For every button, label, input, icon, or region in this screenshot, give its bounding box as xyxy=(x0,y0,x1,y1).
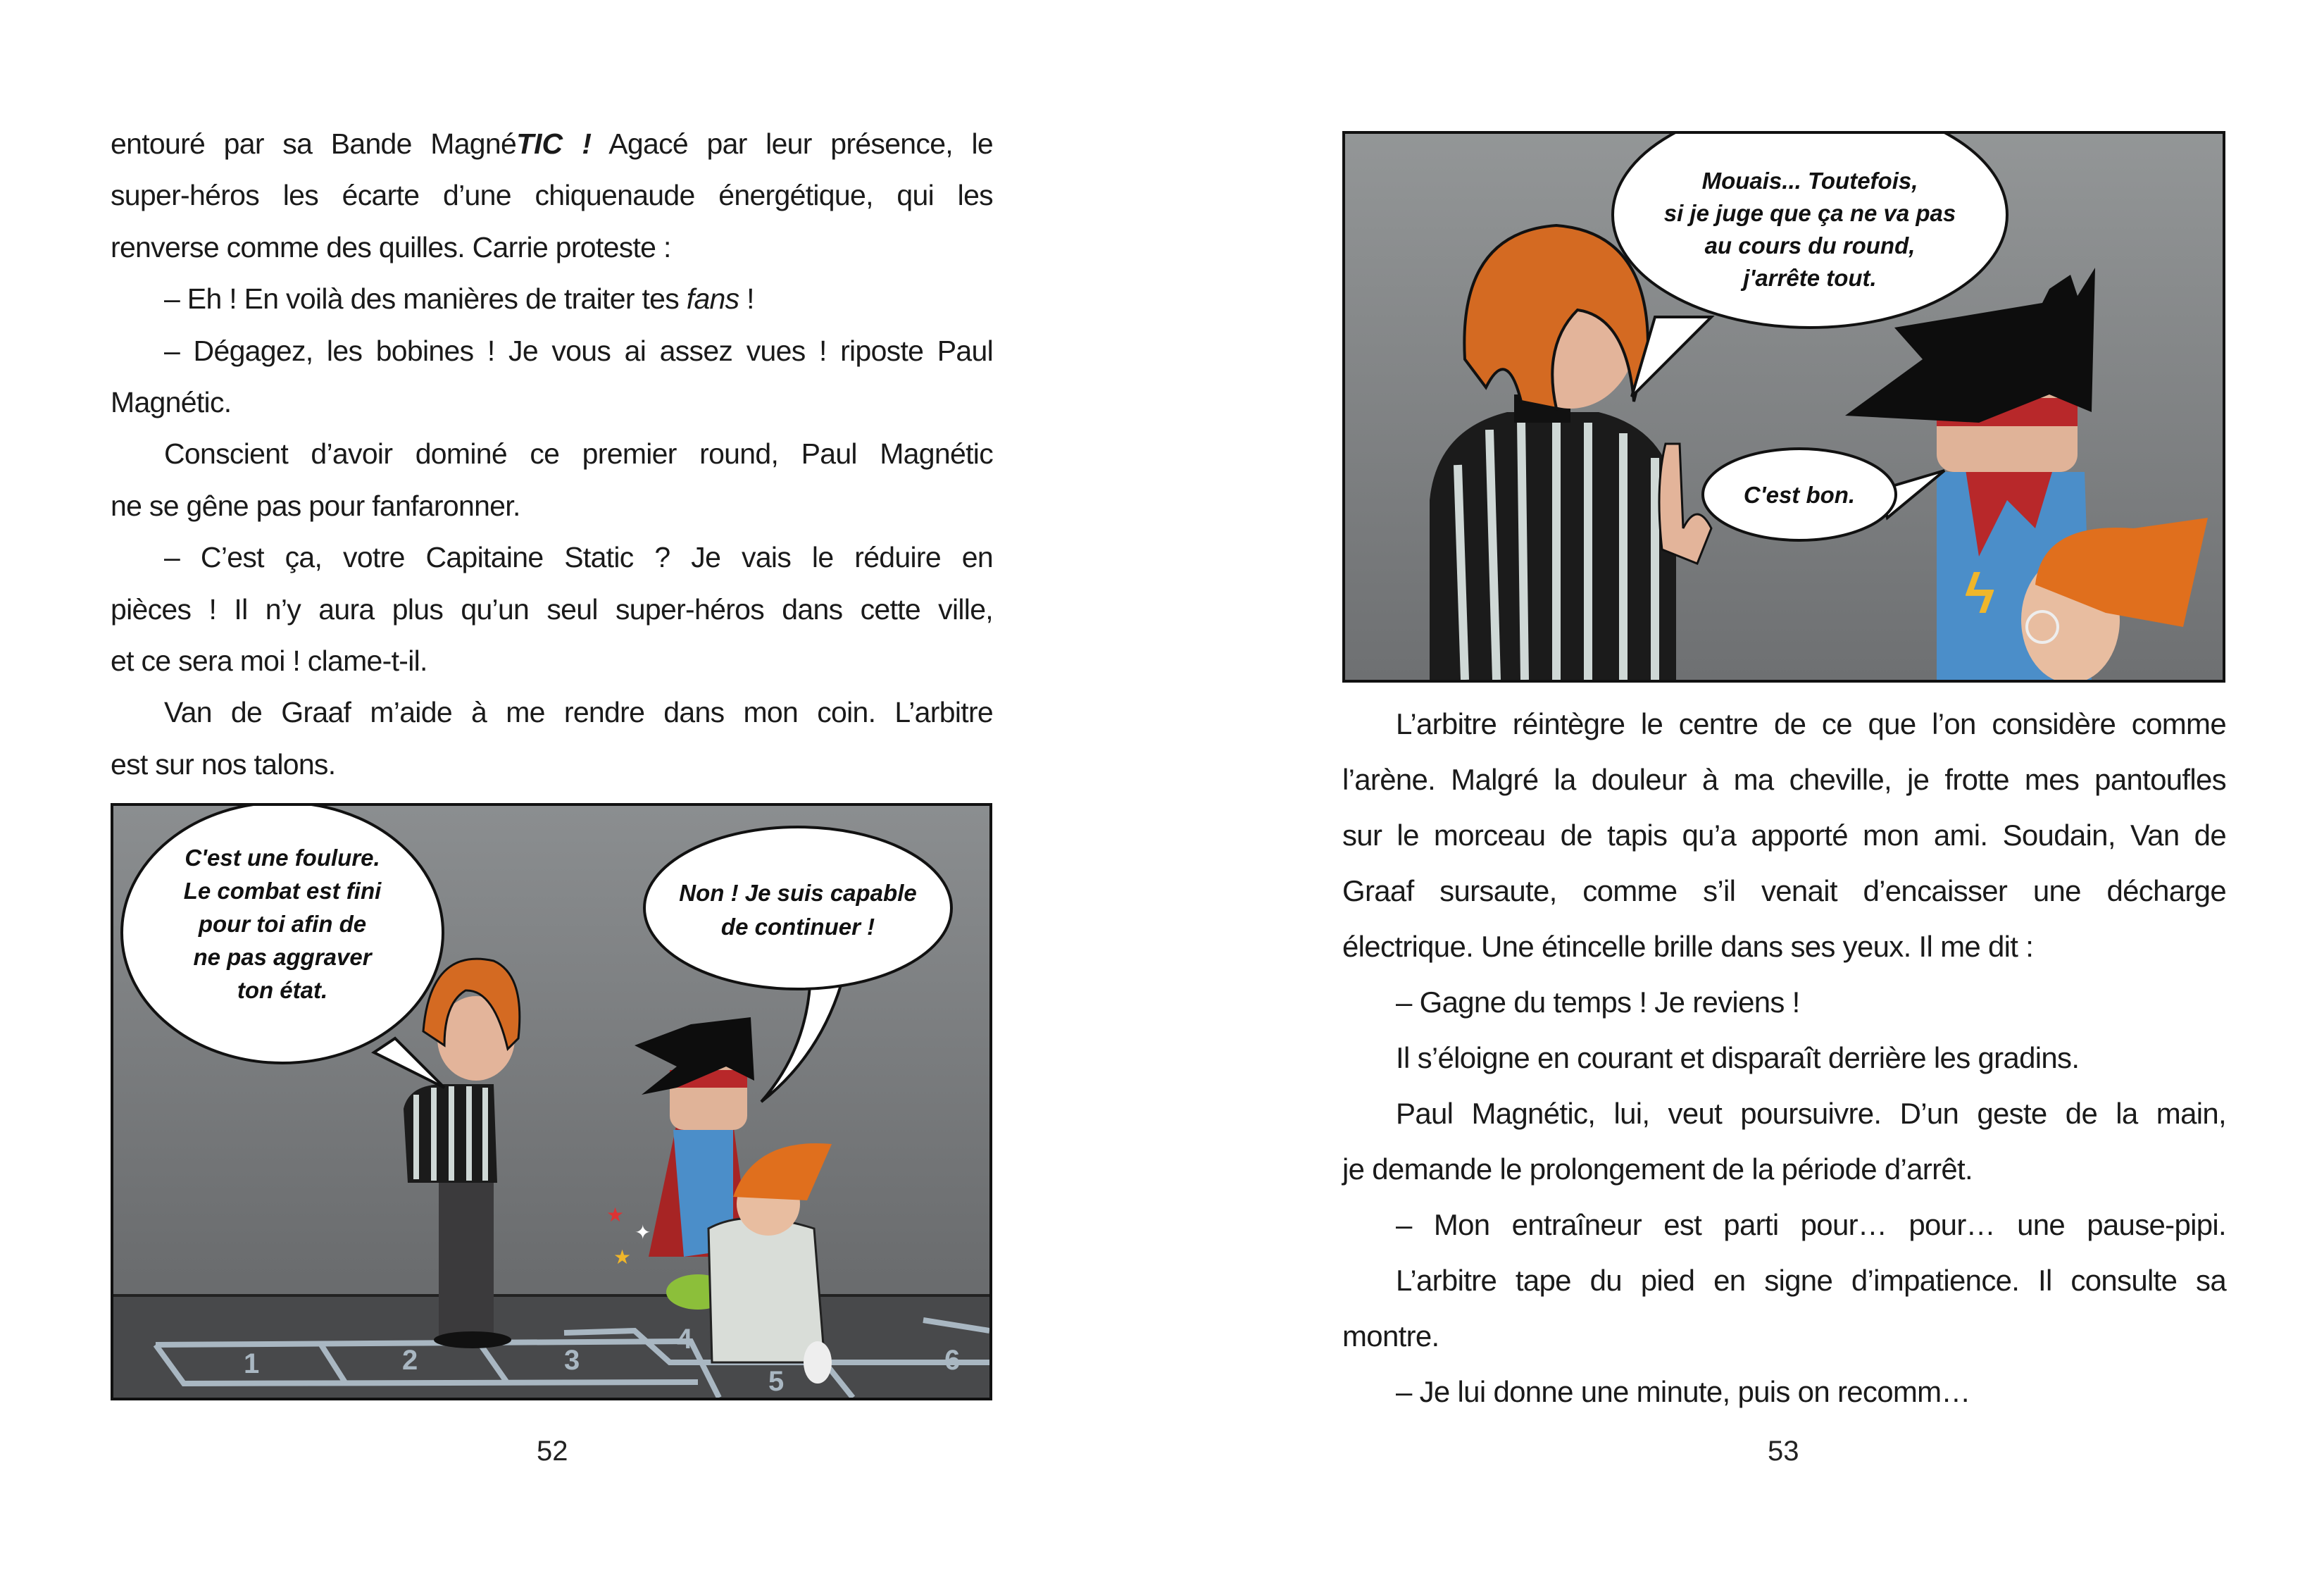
text-line xyxy=(1342,1197,2226,1253)
comic-panel-right xyxy=(1342,131,2225,683)
text-segment: – Eh ! En voilà des manières de traiter tes xyxy=(164,282,687,316)
text-segment: je demande le prolongement de la période d’arrêt. xyxy=(1342,1152,1973,1186)
text-segment: – Gagne du temps ! Je reviens ! xyxy=(1396,986,1800,1019)
text-line xyxy=(111,428,993,480)
text-segment: Conscient d’avoir dominé ce premier round, Paul Magnétic xyxy=(164,437,993,471)
bubble-text: Non ! Je suis capable xyxy=(679,880,917,906)
text-segment: – Je lui donne une minute, puis on recomm… xyxy=(1396,1375,1970,1408)
bubble-text: Le combat est fini xyxy=(183,878,382,904)
bubble-text: j'arrête tout. xyxy=(1743,265,1877,291)
text-line xyxy=(111,222,993,273)
text-segment: ne se gêne pas pour fanfaronner. xyxy=(111,489,520,522)
text-line xyxy=(1342,696,2226,752)
hopscotch-number: 6 xyxy=(944,1345,961,1376)
text-line xyxy=(1342,919,2226,974)
text-segment: l’arène. Malgré la douleur à ma cheville, je frotte mes pantoufles xyxy=(1342,763,2226,796)
text-segment: – C’est ça, votre Capitaine Static ? Je vais le réduire en xyxy=(164,541,993,574)
text-segment: électrique. Une étincelle brille dans ses yeux. Il me dit : xyxy=(1342,930,2034,963)
bubble-text: Mouais... Toutefois, xyxy=(1701,168,1918,194)
text-segment: pièces ! Il n’y aura plus qu’un seul super-héros dans cette ville, xyxy=(111,592,993,626)
hopscotch-number: 3 xyxy=(564,1345,580,1376)
text-segment: sur le morceau de tapis qu’a apporté mon ami. Soudain, Van de xyxy=(1342,819,2226,852)
text-segment: super-héros les écarte d’une chiquenaude énergétique, qui les xyxy=(111,179,993,212)
text-segment: – Dégagez, les bobines ! Je vous ai assez vues ! riposte Paul xyxy=(164,334,993,367)
text-line xyxy=(111,739,993,790)
bubble-text: de continuer ! xyxy=(720,914,875,940)
text-segment: ! xyxy=(739,282,754,316)
text-segment: Paul Magnétic, lui, veut poursuivre. D’un geste de la main, xyxy=(1396,1097,2226,1130)
text-line xyxy=(111,480,993,532)
page-number-left: 52 xyxy=(537,1436,568,1467)
text-line xyxy=(111,325,993,377)
bubble-text: si je juge que ça ne va pas xyxy=(1663,200,1956,226)
text-segment: Graaf sursaute, comme s’il venait d’encaisser une décharge xyxy=(1342,874,2226,907)
bubble-text: ton état. xyxy=(237,977,328,1003)
text-segment: TIC ! xyxy=(516,128,592,160)
text-line xyxy=(1342,1030,2226,1086)
svg-text:ϟ: ϟ xyxy=(1965,562,1995,625)
text-line xyxy=(1342,974,2226,1030)
bubble-text: au cours du round, xyxy=(1704,232,1916,259)
text-line xyxy=(1342,863,2226,919)
text-segment: est sur nos talons. xyxy=(111,747,336,781)
text-line xyxy=(111,635,993,687)
text-segment: fans xyxy=(686,282,739,316)
right-page-text xyxy=(1342,696,2226,1419)
text-line xyxy=(1342,1364,2226,1419)
svg-text:★: ★ xyxy=(613,1246,632,1268)
text-segment: et ce sera moi ! clame-t-il. xyxy=(111,644,427,677)
left-page-text xyxy=(111,118,993,790)
bubble-text: C'est bon. xyxy=(1743,482,1856,508)
comic-panel-left xyxy=(111,803,992,1400)
text-line xyxy=(111,273,993,325)
text-line xyxy=(1342,1086,2226,1141)
text-segment: L’arbitre tape du pied en signe d’impatience. Il consulte sa xyxy=(1396,1264,2226,1297)
text-line xyxy=(111,377,993,428)
text-line xyxy=(111,532,993,583)
text-segment: Magnétic. xyxy=(111,385,232,418)
text-line xyxy=(111,170,993,221)
text-line xyxy=(111,118,993,170)
text-segment: Van de Graaf m’aide à me rendre dans mon coin. L’arbitre xyxy=(164,696,993,729)
text-line xyxy=(1342,1308,2226,1364)
text-line xyxy=(1342,807,2226,863)
hopscotch-number: 5 xyxy=(768,1366,785,1397)
hopscotch-number: 2 xyxy=(402,1345,418,1376)
bubble-text: C'est une foulure. xyxy=(185,845,380,871)
hopscotch-number: 4 xyxy=(677,1324,693,1355)
page-number-right: 53 xyxy=(1768,1436,1799,1467)
text-segment: montre. xyxy=(1342,1319,1439,1353)
bubble-text: ne pas aggraver xyxy=(193,944,372,970)
svg-text:✦: ✦ xyxy=(635,1222,651,1243)
text-segment: – Mon entraîneur est parti pour… pour… une pause-pipi. xyxy=(1396,1208,2226,1241)
text-segment: L’arbitre réintègre le centre de ce que l’on considère comme xyxy=(1396,707,2226,740)
hopscotch-number: 1 xyxy=(244,1348,260,1379)
text-segment: entouré par sa Bande Magné xyxy=(111,128,517,160)
text-line xyxy=(111,584,993,635)
bubble-text: pour toi afin de xyxy=(198,911,367,937)
text-segment: Il s’éloigne en courant et disparaît derrière les gradins. xyxy=(1396,1041,2080,1074)
svg-text:★: ★ xyxy=(606,1204,625,1226)
text-line xyxy=(1342,752,2226,807)
text-line xyxy=(111,687,993,738)
text-segment: Agacé par leur présence, le xyxy=(592,128,993,160)
text-line xyxy=(1342,1253,2226,1308)
text-line xyxy=(1342,1141,2226,1197)
text-segment: renverse comme des quilles. Carrie proteste : xyxy=(111,230,671,263)
